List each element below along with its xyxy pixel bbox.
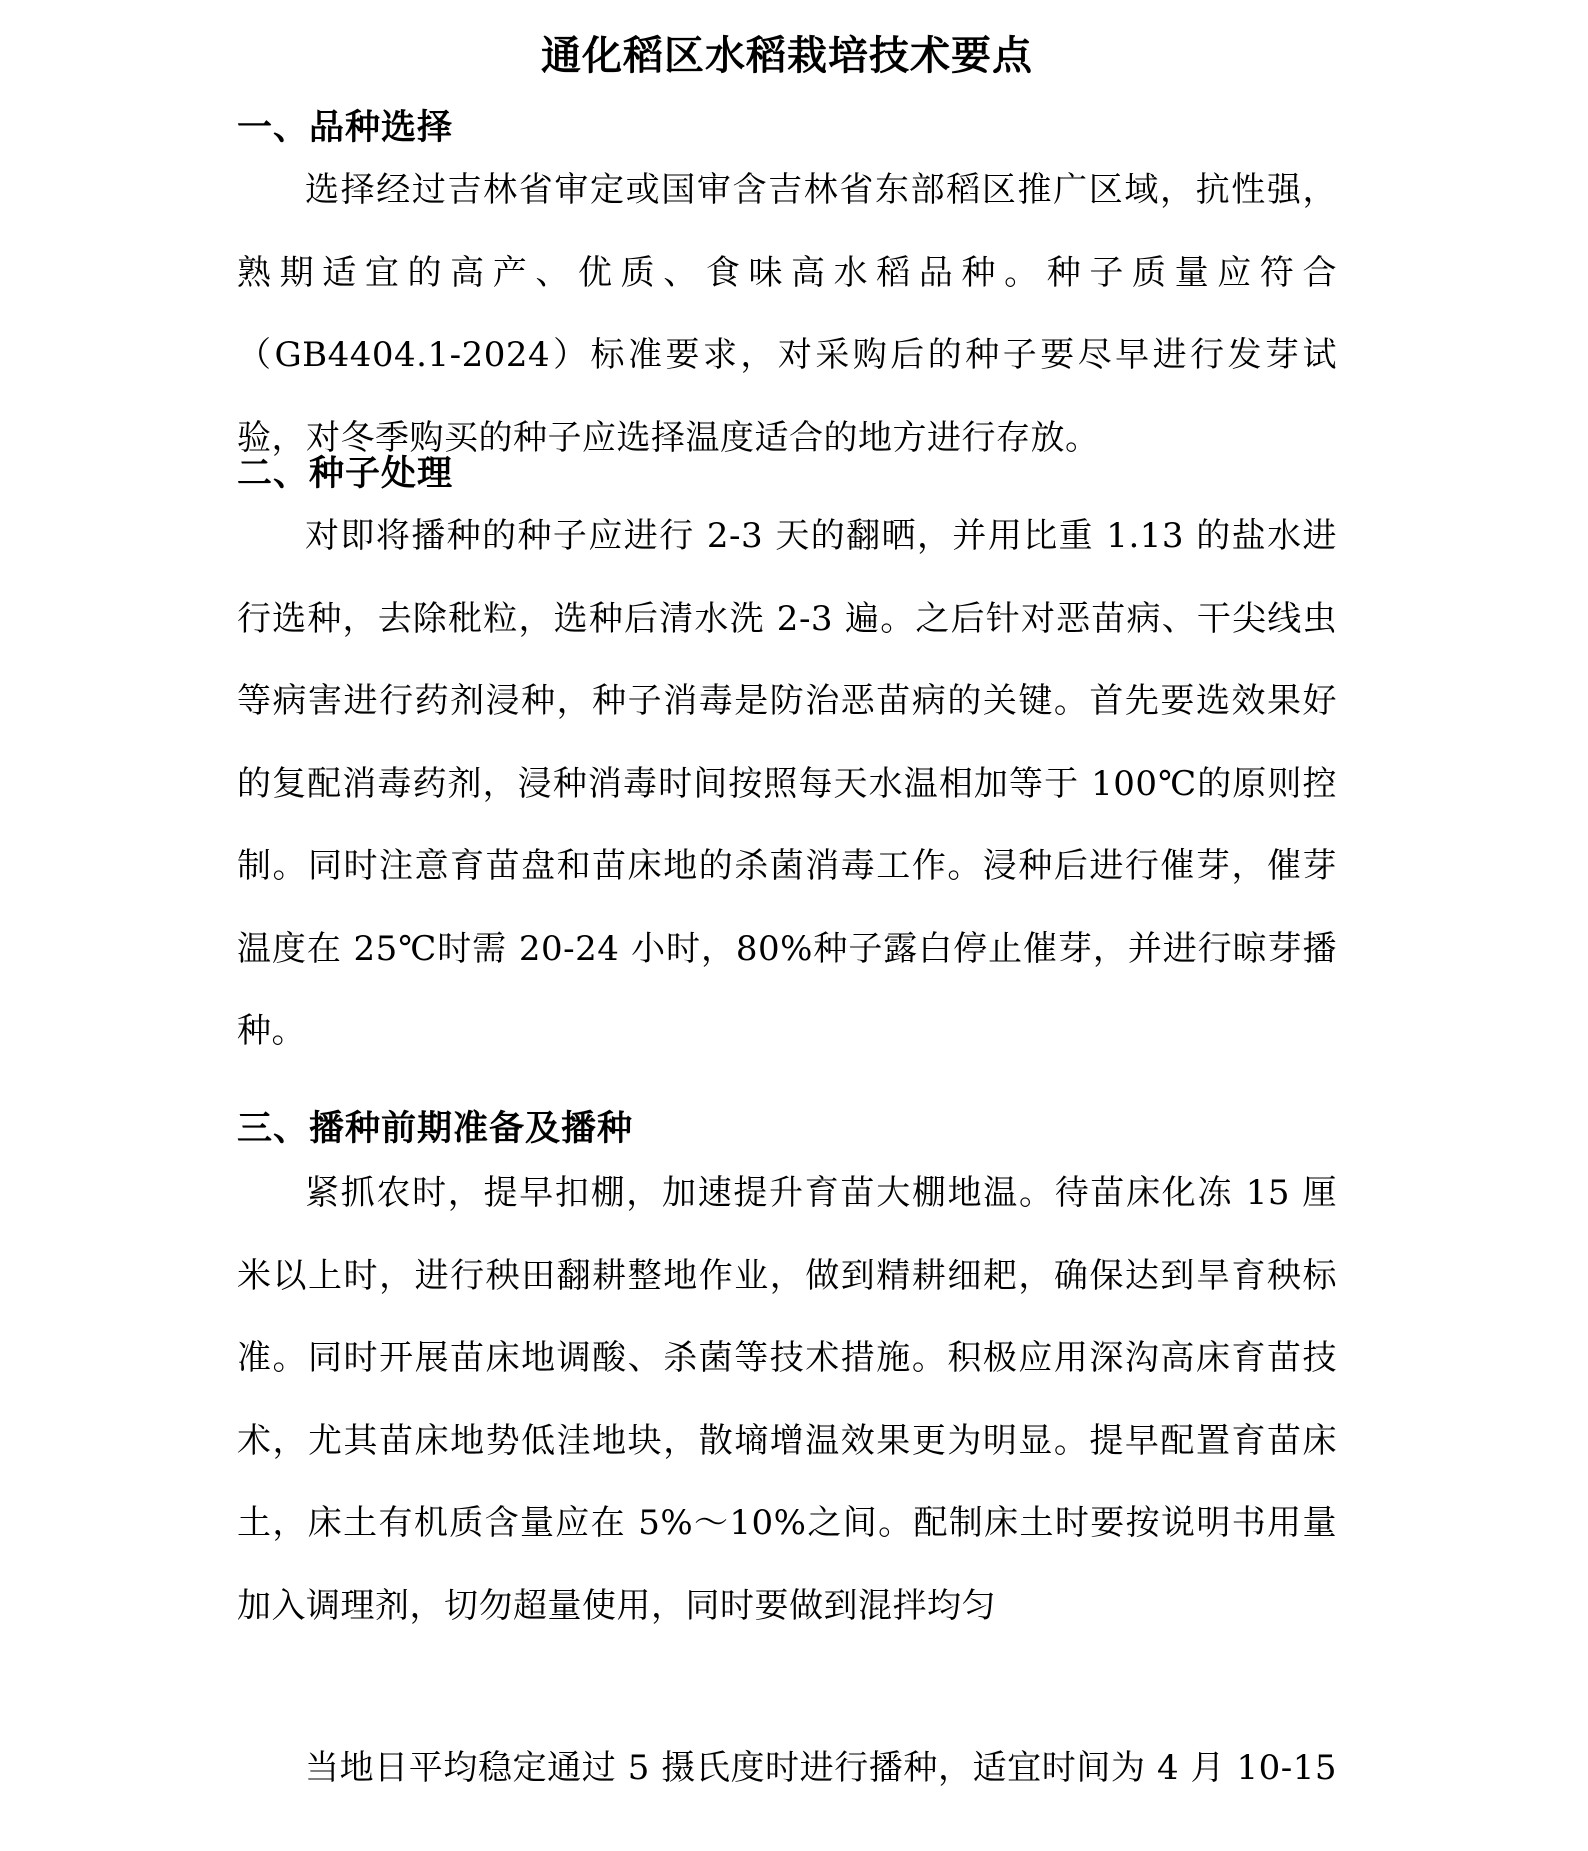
section-heading-variety-selection: 一、品种选择	[237, 108, 454, 148]
paragraph-variety-selection: 选择经过吉林省审定或国审含吉林省东部稻区推广区域，抗性强，熟期适宜的高产、优质、食味高水稻品种。种子质量应符合（GB4404.1-2024）标准要求，对采购后的种子要尽早进行发芽试验，对冬季购买的种子应选择温度适合的地方进行存放。	[237, 170, 1337, 458]
paragraph-sowing-preparation: 紧抓农时，提早扣棚，加速提升育苗大棚地温。待苗床化冻 15 厘米以上时，进行秧田翻耕整地作业，做到精耕细耙，确保达到旱育秧标准。同时开展苗床地调酸、杀菌等技术措施。积极应用深沟高床育苗技术，尤其苗床地势低洼地块，散墒增温效果更为明显。提早配置育苗床土，床土有机质含量应在 5%～10%之间。配制床土时要按说明书用量加入调理剂，切勿超量使用，同时要做到混拌均匀	[237, 1173, 1337, 1626]
section-heading-seed-treatment: 二、种子处理	[237, 454, 454, 494]
paragraph-seed-treatment: 对即将播种的种子应进行 2-3 天的翻晒，并用比重 1.13 的盐水进行选种，去除秕粒，选种后清水洗 2-3 遍。之后针对恶苗病、干尖线虫等病害进行药剂浸种，种子消毒是防治恶苗病的关键。首先要选效果好的复配消毒药剂，浸种消毒时间按照每天水温相加等于 100℃的原则控制。同时注意育苗盘和苗床地的杀菌消毒工作。浸种后进行催芽，催芽温度在 25℃时需 20-24 小时，80%种子露白停止催芽，并进行晾芽播种。	[237, 516, 1337, 1051]
document-title: 通化稻区水稻栽培技术要点	[541, 33, 1033, 79]
section-heading-sowing-preparation: 三、播种前期准备及播种	[237, 1109, 634, 1149]
paragraph-sowing-timing: 当地日平均稳定通过 5 摄氏度时进行播种，适宜时间为 4 月 10-15	[305, 1748, 1337, 1788]
